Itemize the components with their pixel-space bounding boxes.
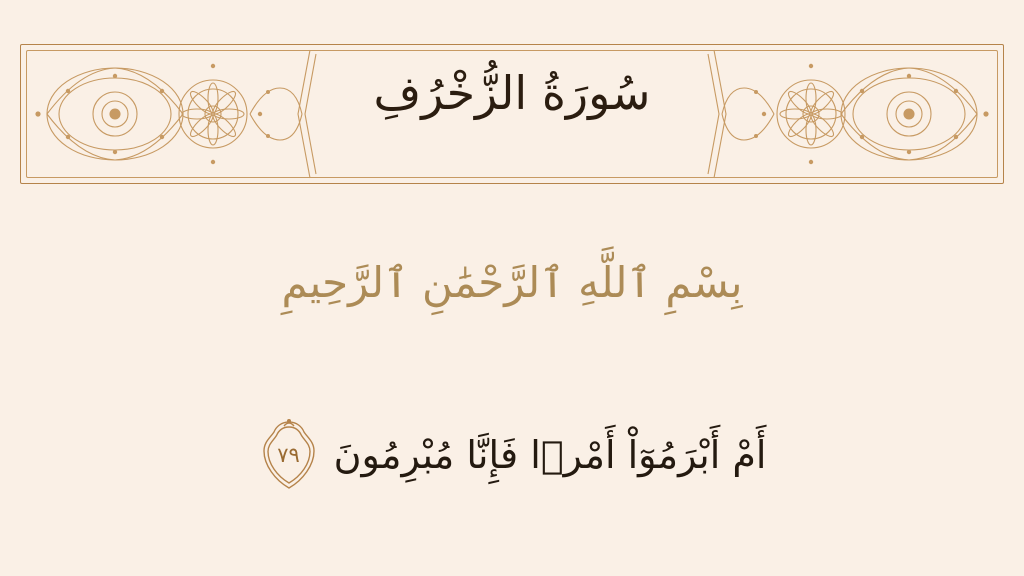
surah-title: سُورَةُ الزُّخْرُفِ — [373, 66, 651, 120]
verse-text: أَمْ أَبْرَمُوٓاْ أَمْرࣰا فَإِنَّا مُبْرِمُونَ — [333, 432, 767, 477]
verse-row — [0, 418, 1024, 492]
ayah-number: ٧٩ — [277, 443, 300, 467]
ayah-end-medallion-icon — [258, 418, 320, 492]
basmala-text: بِسْمِ ٱللَّهِ ٱلرَّحْمَٰنِ ٱلرَّحِيمِ — [281, 258, 743, 307]
